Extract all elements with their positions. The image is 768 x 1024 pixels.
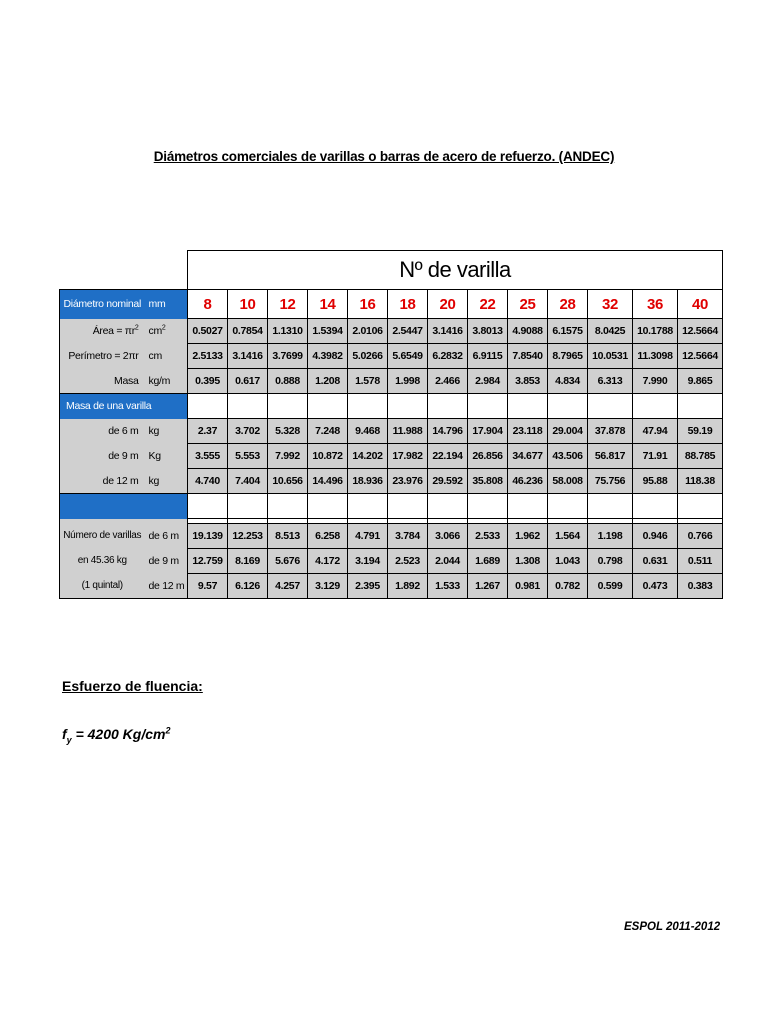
- num-varillas-cell: 0.631: [633, 549, 678, 574]
- masa-varilla-section-row: [60, 394, 723, 419]
- num-varillas-cell: 9.57: [188, 574, 228, 599]
- perimetro-unit: cm: [145, 344, 188, 369]
- masa-varilla-cell: 75.756: [588, 469, 633, 494]
- perimetro-cell: 7.8540: [508, 344, 548, 369]
- blank-cell: [428, 394, 468, 419]
- num-varillas-cell: 4.791: [348, 524, 388, 549]
- masa-varilla-cell: 7.248: [308, 419, 348, 444]
- num-varillas-cell: 4.257: [268, 574, 308, 599]
- blank-cell: [588, 394, 633, 419]
- masa-varilla-cell: 5.328: [268, 419, 308, 444]
- table-header-no-varilla: Nº de varilla: [188, 251, 723, 290]
- diameter-cell: 28: [548, 290, 588, 319]
- num-varillas-cell: 2.523: [388, 549, 428, 574]
- area-cell: 2.0106: [348, 319, 388, 344]
- diameter-cell: 25: [508, 290, 548, 319]
- perimetro-cell: 6.9115: [468, 344, 508, 369]
- masa-varilla-unit: Kg: [145, 444, 188, 469]
- blank-cell: [268, 394, 308, 419]
- perimetro-cell: 6.2832: [428, 344, 468, 369]
- perimetro-cell: 3.1416: [228, 344, 268, 369]
- diameter-cell: 14: [308, 290, 348, 319]
- masa-varilla-cell: 26.856: [468, 444, 508, 469]
- masa-varilla-cell: 14.202: [348, 444, 388, 469]
- blank-cell: [188, 494, 228, 519]
- diameter-cell: 18: [388, 290, 428, 319]
- blank-cell: [348, 394, 388, 419]
- masa-varilla-row: [60, 444, 723, 469]
- blank-cell: [633, 394, 678, 419]
- diameter-cell: 32: [588, 290, 633, 319]
- masa-varilla-cell: 22.194: [428, 444, 468, 469]
- num-varillas-cell: 6.126: [228, 574, 268, 599]
- num-varillas-cell: 12.759: [188, 549, 228, 574]
- diameter-cell: 40: [678, 290, 723, 319]
- perimetro-row: [60, 344, 723, 369]
- masa-varilla-cell: 10.656: [268, 469, 308, 494]
- num-varillas-label-3: (1 quintal): [60, 574, 145, 599]
- num-varillas-cell: 0.946: [633, 524, 678, 549]
- masa-varilla-cell: 46.236: [508, 469, 548, 494]
- masa-varilla-row: [60, 469, 723, 494]
- num-varillas-cell: 0.511: [678, 549, 723, 574]
- area-cell: 0.5027: [188, 319, 228, 344]
- num-varillas-cell: 1.564: [548, 524, 588, 549]
- num-varillas-cell: 1.267: [468, 574, 508, 599]
- masa-varilla-cell: 3.555: [188, 444, 228, 469]
- blank-cell: [388, 494, 428, 519]
- num-varillas-cell: 3.066: [428, 524, 468, 549]
- num-varillas-cell: 1.308: [508, 549, 548, 574]
- masa-cell: 0.617: [228, 369, 268, 394]
- blank-cell: [678, 494, 723, 519]
- area-cell: 3.8013: [468, 319, 508, 344]
- num-varillas-cell: 19.139: [188, 524, 228, 549]
- blank-cell: [508, 394, 548, 419]
- num-varillas-cell: 1.043: [548, 549, 588, 574]
- num-varillas-cell: 2.044: [428, 549, 468, 574]
- num-varillas-label-2: en 45.36 kg: [60, 549, 145, 574]
- num-varillas-cell: 6.258: [308, 524, 348, 549]
- num-varillas-row: [60, 549, 723, 574]
- blank-cell: [548, 494, 588, 519]
- masa-varilla-cell: 47.94: [633, 419, 678, 444]
- perimetro-cell: 11.3098: [633, 344, 678, 369]
- num-varillas-row: [60, 524, 723, 549]
- blank-cell: [468, 494, 508, 519]
- num-varillas-cell: 1.198: [588, 524, 633, 549]
- blank-cell: [468, 394, 508, 419]
- masa-varilla-cell: 29.004: [548, 419, 588, 444]
- diameter-cell: 20: [428, 290, 468, 319]
- area-cell: 6.1575: [548, 319, 588, 344]
- blank-cell: [508, 494, 548, 519]
- area-label: Área = $\pi r^2$: [60, 319, 145, 344]
- num-varillas-cell: 5.676: [268, 549, 308, 574]
- masa-cell: 0.888: [268, 369, 308, 394]
- masa-varilla-label: de 12 m: [60, 469, 145, 494]
- perimetro-cell: 5.0266: [348, 344, 388, 369]
- masa-varilla-cell: 2.37: [188, 419, 228, 444]
- masa-varilla-cell: 56.817: [588, 444, 633, 469]
- num-varillas-cell: 0.798: [588, 549, 633, 574]
- masa-unit: kg/m: [145, 369, 188, 394]
- masa-cell: 2.466: [428, 369, 468, 394]
- area-row: [60, 319, 723, 344]
- num-varillas-cell: 0.599: [588, 574, 633, 599]
- masa-cell: 0.395: [188, 369, 228, 394]
- area-cell: 10.1788: [633, 319, 678, 344]
- blank-cell: [268, 494, 308, 519]
- masa-varilla-row: [60, 419, 723, 444]
- num-varillas-cell: 2.533: [468, 524, 508, 549]
- num-varillas-cell: 1.533: [428, 574, 468, 599]
- blank-cell: [678, 394, 723, 419]
- masa-cell: 1.578: [348, 369, 388, 394]
- num-varillas-unit: de 9 m: [145, 549, 188, 574]
- area-cell: 8.0425: [588, 319, 633, 344]
- area-cell: 0.7854: [228, 319, 268, 344]
- num-varillas-cell: 8.513: [268, 524, 308, 549]
- masa-varilla-cell: 88.785: [678, 444, 723, 469]
- masa-cell: 4.834: [548, 369, 588, 394]
- diameter-cell: 8: [188, 290, 228, 319]
- rebar-table: [59, 250, 723, 599]
- perimetro-cell: 3.7699: [268, 344, 308, 369]
- num-varillas-cell: 4.172: [308, 549, 348, 574]
- masa-varilla-cell: 118.38: [678, 469, 723, 494]
- masa-varilla-cell: 95.88: [633, 469, 678, 494]
- num-varillas-unit: de 6 m: [145, 524, 188, 549]
- area-cell: 1.5394: [308, 319, 348, 344]
- num-varillas-label-1: Número de varillas: [60, 524, 145, 549]
- masa-varilla-cell: 17.904: [468, 419, 508, 444]
- perimetro-cell: 12.5664: [678, 344, 723, 369]
- num-varillas-cell: 0.782: [548, 574, 588, 599]
- masa-varilla-cell: 4.740: [188, 469, 228, 494]
- masa-varilla-label: de 6 m: [60, 419, 145, 444]
- masa-varilla-cell: 23.976: [388, 469, 428, 494]
- footer-credit: ESPOL 2011-2012: [624, 921, 721, 933]
- masa-cell: 7.990: [633, 369, 678, 394]
- num-varillas-cell: 1.962: [508, 524, 548, 549]
- num-varillas-cell: 12.253: [228, 524, 268, 549]
- blank-cell: [388, 394, 428, 419]
- num-varillas-cell: 3.784: [388, 524, 428, 549]
- masa-cell: 1.208: [308, 369, 348, 394]
- perimetro-cell: 2.5133: [188, 344, 228, 369]
- masa-cell: 1.998: [388, 369, 428, 394]
- num-varillas-cell: 0.383: [678, 574, 723, 599]
- masa-varilla-cell: 37.878: [588, 419, 633, 444]
- blank-cell: [228, 394, 268, 419]
- diametro-nominal-label: Diámetro nominal: [60, 290, 145, 319]
- num-varillas-cell: 1.689: [468, 549, 508, 574]
- diameter-cell: 16: [348, 290, 388, 319]
- masa-label: Masa: [60, 369, 145, 394]
- blank-cell: [188, 394, 228, 419]
- masa-varilla-unit: kg: [145, 469, 188, 494]
- masa-varilla-cell: 5.553: [228, 444, 268, 469]
- masa-varilla-cell: 14.796: [428, 419, 468, 444]
- masa-varilla-unit: kg: [145, 419, 188, 444]
- diameter-cell: 22: [468, 290, 508, 319]
- masa-varilla-cell: 3.702: [228, 419, 268, 444]
- masa-varilla-cell: 7.992: [268, 444, 308, 469]
- blank-cell: [548, 394, 588, 419]
- masa-varilla-cell: 58.008: [548, 469, 588, 494]
- spacer-section-row: [60, 494, 723, 519]
- yield-stress-formula: $f_y = 4200$ $Kg/cm^2$: [62, 725, 171, 745]
- blank-cell: [633, 494, 678, 519]
- masa-varilla-label: de 9 m: [60, 444, 145, 469]
- section-heading-esfuerzo: Esfuerzo de fluencia:: [62, 678, 203, 694]
- masa-varilla-cell: 9.468: [348, 419, 388, 444]
- masa-cell: 6.313: [588, 369, 633, 394]
- blank-cell: [588, 494, 633, 519]
- diametro-unit: mm: [145, 290, 188, 319]
- perimetro-cell: 4.3982: [308, 344, 348, 369]
- area-cell: 12.5664: [678, 319, 723, 344]
- diameter-cell: 10: [228, 290, 268, 319]
- perimetro-cell: 5.6549: [388, 344, 428, 369]
- perimetro-cell: 10.0531: [588, 344, 633, 369]
- masa-varilla-cell: 18.936: [348, 469, 388, 494]
- diameter-cell: 12: [268, 290, 308, 319]
- num-varillas-cell: 1.892: [388, 574, 428, 599]
- num-varillas-cell: 0.766: [678, 524, 723, 549]
- num-varillas-cell: 0.473: [633, 574, 678, 599]
- blank-cell: [308, 494, 348, 519]
- num-varillas-cell: 2.395: [348, 574, 388, 599]
- document-title: Diámetros comerciales de varillas o barras de acero de refuerzo. (ANDEC): [153, 149, 615, 164]
- masa-varilla-cell: 71.91: [633, 444, 678, 469]
- masa-varilla-cell: 34.677: [508, 444, 548, 469]
- masa-cell: 3.853: [508, 369, 548, 394]
- area-cell: 1.1310: [268, 319, 308, 344]
- masa-varilla-cell: 59.19: [678, 419, 723, 444]
- blank-cell: [428, 494, 468, 519]
- num-varillas-cell: 3.129: [308, 574, 348, 599]
- masa-varilla-cell: 14.496: [308, 469, 348, 494]
- num-varillas-unit: de 12 m: [145, 574, 188, 599]
- blank-cell: [348, 494, 388, 519]
- num-varillas-cell: 8.169: [228, 549, 268, 574]
- masa-varilla-cell: 11.988: [388, 419, 428, 444]
- masa-cell: 2.984: [468, 369, 508, 394]
- masa-varilla-cell: 29.592: [428, 469, 468, 494]
- num-varillas-cell: 0.981: [508, 574, 548, 599]
- area-unit: $cm^2$: [145, 319, 188, 344]
- blue-spacer: [60, 494, 188, 519]
- blank-cell: [308, 394, 348, 419]
- area-cell: 3.1416: [428, 319, 468, 344]
- masa-cell: 9.865: [678, 369, 723, 394]
- masa-varilla-cell: 43.506: [548, 444, 588, 469]
- perimetro-label: Perímetro = 2πr: [60, 344, 145, 369]
- num-varillas-row: [60, 574, 723, 599]
- masa-varilla-cell: 35.808: [468, 469, 508, 494]
- area-cell: 4.9088: [508, 319, 548, 344]
- blank-cell: [228, 494, 268, 519]
- masa-varilla-cell: 7.404: [228, 469, 268, 494]
- num-varillas-cell: 3.194: [348, 549, 388, 574]
- table-corner: [60, 251, 188, 290]
- masa-row: [60, 369, 723, 394]
- masa-varilla-cell: 17.982: [388, 444, 428, 469]
- diameter-cell: 36: [633, 290, 678, 319]
- masa-varilla-section-label: Masa de una varilla: [60, 394, 188, 419]
- masa-varilla-cell: 10.872: [308, 444, 348, 469]
- masa-varilla-cell: 23.118: [508, 419, 548, 444]
- perimetro-cell: 8.7965: [548, 344, 588, 369]
- area-cell: 2.5447: [388, 319, 428, 344]
